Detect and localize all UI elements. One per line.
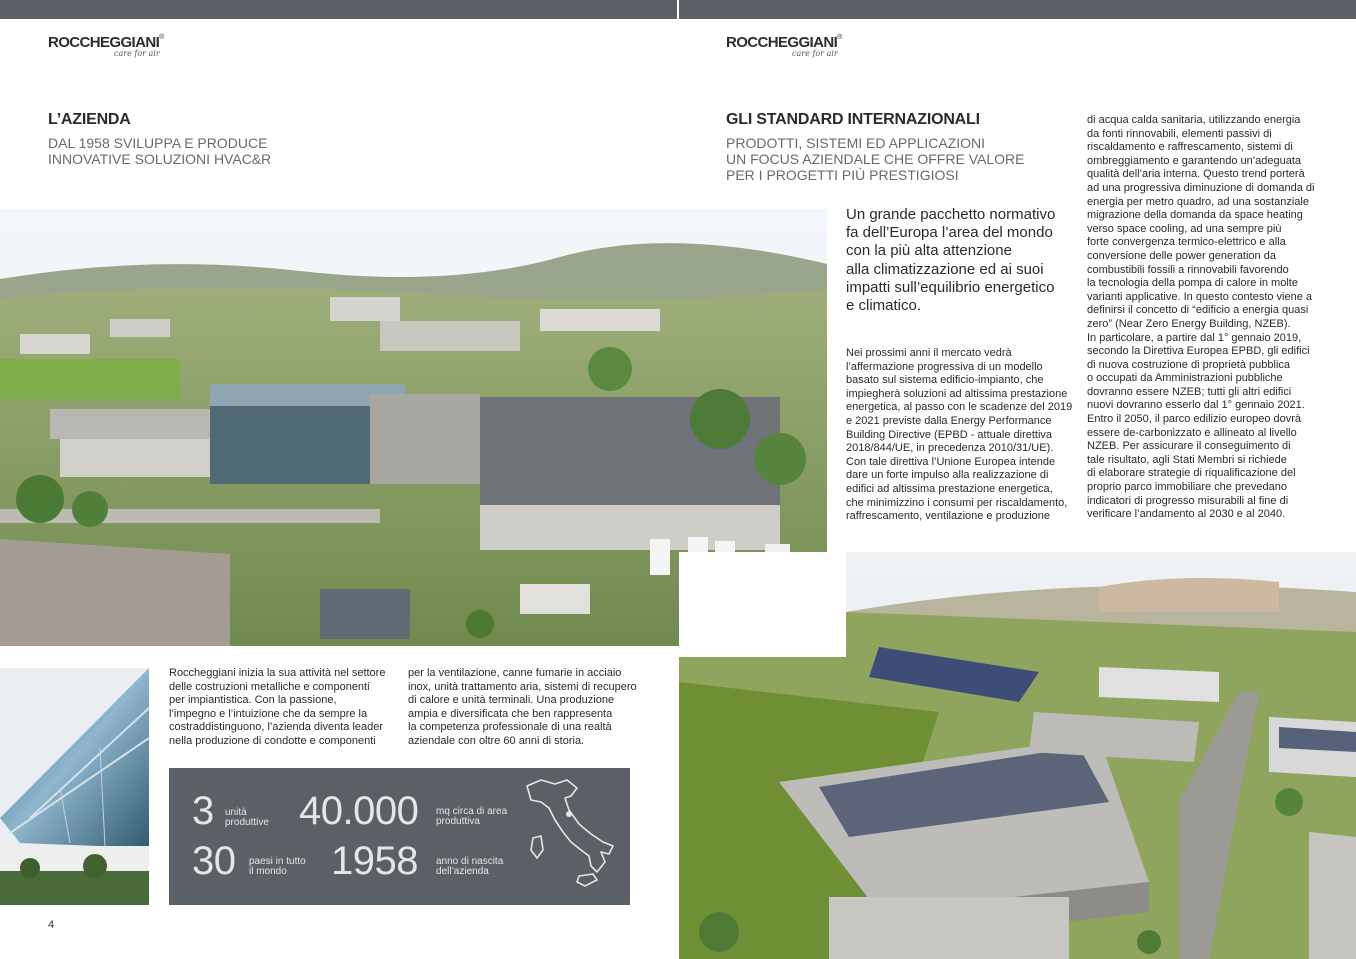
brand-logo-right: ROCCHEGGIANI® care for air	[726, 34, 843, 58]
left-body-column-1: Roccheggiani inizia la sua attività nel settore delle costruzioni metalliche e componenti per impiantistica. Con la passione, l’impegno e l’intuizione che da sempre la costraddistinguono, l’azienda diventa leader nella produzione di condotte e componenti	[169, 667, 386, 747]
glass-facade-photo	[0, 668, 149, 905]
italy-map-icon	[519, 776, 624, 898]
lead-paragraph: Un grande pacchetto normativo fa dell’Europa l’area del mondo con la più alta attenzione alla climatizzazione ed ai suoi impatti sull’equilibrio energetico e climatico.	[846, 206, 1056, 315]
brand-name: ROCCHEGGIANI	[48, 34, 160, 51]
stat-number-units: 3	[192, 789, 214, 833]
stat-caption-countries: paesi in tutto il mondo	[249, 856, 306, 877]
company-stats-panel	[169, 768, 630, 905]
top-bar-right	[679, 0, 1356, 19]
right-body-column-2: di acqua calda sanitaria, utilizzando energia da fonti rinnovabili, elementi passivi di riscaldamento e raffrescamento, sistemi di ombreggiamento e garantendo un’adeguata qualità dell’aria interna. Questo trend porterà ad una progressiva diminuzione di domanda di energia per metro quadro, ad una sostanziale migrazione della domanda da space heating verso space cooling, ad una sempre più forte convergenza termico-elettrico e alla conversione delle power generation da combustibili fossili a rinnovabili favorendo la tecnologia della pompa di calore in molte varianti applicative. In questo contesto viene a definirsi il concetto di “edificio a energia quasi zero” (Near Zero Energy Building, NZEB). In particolare, a partire dal 1° gennaio 2019, secondo la Direttiva Europea EPBD, gli edifici di nuova costruzione di proprietà pubblica o occupati da Amministrazioni pubbliche dovranno essere NZEB; tutti gli altri edifici nuovi dovranno esserlo dal 1° gennaio 2021. Entro il 2050, il parco edilizio europeo dovrà essere de-carbonizzato e allineato al livello NZEB. Per assicurare il conseguimento di tale risultato, agli Stati Membri si richiede di elaborare strategie di riqualificazione del proprio parco immobiliare che prevedano indicatori di progresso misurabili al fine di verificare l’andamento al 2030 e al 2040.	[1087, 114, 1315, 521]
stat-caption-units: unità produttive	[225, 807, 269, 828]
brand-name: ROCCHEGGIANI	[726, 34, 838, 51]
right-heading: GLI STANDARD INTERNAZIONALI	[726, 111, 980, 128]
headquarters-aerial-illustration	[679, 552, 1356, 959]
right-subheading: PRODOTTI, SISTEMI ED APPLICAZIONI UN FOCUS AZIENDALE CHE OFFRE VALORE PER I PROGETTI PIÙ PRESTIGIOSI	[726, 135, 1025, 183]
headquarters-aerial-photo	[679, 552, 1356, 959]
brand-logo-left: ROCCHEGGIANI® care for air	[48, 34, 165, 58]
brand-tagline: care for air	[792, 49, 838, 58]
top-bar-left	[0, 0, 677, 19]
left-subheading: DAL 1958 SVILUPPA E PRODUCE INNOVATIVE SOLUZIONI HVAC&R	[48, 135, 272, 167]
stat-caption-founded: anno di nascita dell’azienda	[436, 856, 504, 877]
stat-number-founded: 1958	[331, 839, 418, 883]
left-heading: L’AZIENDA	[48, 111, 131, 128]
stat-caption-area: mq circa di area produttiva	[436, 806, 508, 827]
stat-number-countries: 30	[192, 839, 236, 883]
glass-facade-illustration	[0, 668, 149, 905]
left-body-column-2: per la ventilazione, canne fumarie in acciaio inox, unità trattamento aria, sistemi di recupero di calore e unità terminali. Una produzione ampia e diversificata che ben rappresenta la competenza professionale di una realtà aziendale con oltre 60 anni di storia.	[408, 667, 637, 747]
brand-tagline: care for air	[114, 49, 160, 58]
stat-number-area: 40.000	[299, 789, 419, 833]
page-number: 4	[48, 919, 55, 931]
right-body-column-1: Nei prossimi anni il mercato vedrà l’affermazione progressiva di un modello basato sul sistema edificio-impianto, che impiegherà soluzioni ad altissima prestazione energetica, al passo con le scadenze del 2019 e 2021 previste dalla Energy Performance Building Directive (EPBD - attuale direttiva 2018/844/UE, in precedenza 2010/31/UE). Con tale direttiva l’Unione Europea intende dare un forte impulso alla realizzazione di edifici ad altissima prestazione energetica, che minimizzino i consumi per riscaldamento, raffrescamento, ventilazione e produzione	[846, 347, 1073, 523]
